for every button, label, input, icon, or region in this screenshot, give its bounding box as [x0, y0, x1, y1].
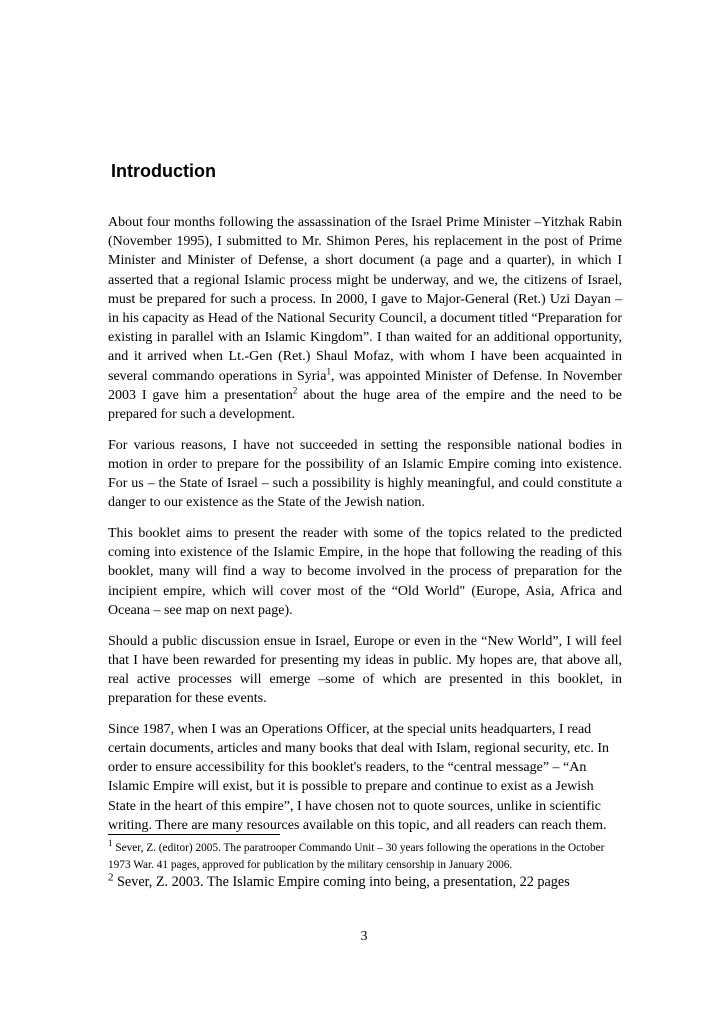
- footnote-marker-2: 2: [108, 871, 114, 884]
- page-number: 3: [360, 929, 368, 944]
- footnote-2: [108, 871, 624, 891]
- paragraph-4: Should a public discussion ensue in Israel, Europe or even in the “New World”, I will feel that I have been rewarded for presenting my ideas in public. My hopes are, that above all, real active processes will emerge –some of which are presented in this booklet, in preparation for these events.: [108, 633, 622, 707]
- paragraph-5: Since 1987, when I was an Operations Officer, at the special units headquarters, I read certain documents, articles and many books that deal with Islam, regional security, etc. In order to ensure accessibility for this booklet's readers, to the “central message” – “An Islamic Empire will exist, but it is possible to prepare and continue to exist as a Jewish State in the heart of this empire”, I have chosen not to quote sources, unlike in scientific writing. There are many resources available on this topic, and all readers can reach them.: [108, 721, 609, 833]
- paragraph-2: For various reasons, I have not succeeded in setting the responsible national bodies in motion in order to prepare for the possibility of an Islamic Empire coming into existence. For us – the State of Israel – such a possibility is highly meaningful, and could constitute a danger to our existence as the State of the Jewish nation.: [108, 437, 622, 511]
- footnote-separator: [108, 834, 280, 835]
- footnote-1: [108, 840, 624, 874]
- footnote-ref-2[interactable]: 2: [292, 385, 298, 396]
- paragraph-3: This booklet aims to present the reader with some of the topics related to the predicted coming into existence of the Islamic Empire, in the hope that following the reading of this booklet, many will find a way to become involved in the process of preparation for the incipient empire, which will cover most of the “Old World" (Europe, Asia, Africa and Oceana – see map on next page).: [108, 526, 622, 618]
- paragraph-1: [108, 213, 622, 424]
- footnote-ref-1[interactable]: 1: [326, 365, 331, 376]
- footnote-1-text: Sever, Z. (editor) 2005. The paratrooper Commando Unit – 30 years following the operations in the October 1973 War. 41 pages, approved for publication by the military censorship in January 2006.: [108, 842, 605, 871]
- paragraph-1-text-mid: , was appointed Minister of Defense. In November 2003 I gave him a presentation: [108, 368, 622, 403]
- page-title: Introduction: [111, 161, 216, 181]
- footnotes: [108, 840, 624, 891]
- body-text: [108, 213, 622, 847]
- paragraph-1-text: About four months following the assassination of the Israel Prime Minister –Yitzhak Rabin (November 1995), I submitted to Mr. Shimon Peres, his replacement in the post of Prime Minister and Minister of Defense, a short document (a page and a quarter), in which I asserted that a regional Islamic process might be underway, and we, the citizens of Israel, must be prepared for such a process. In 2000, I gave to Major-General (Ret.) Uzi Dayan – in his capacity as Head of the National Security Council, a document titled “Preparation for existing in parallel with an Islamic Kingdom”. I than waited for an additional opportunity, and it arrived when Lt.-Gen (Ret.) Shaul Mofaz, with whom I have been acquainted in several commando operations in Syria: [108, 215, 622, 384]
- footnote-2-text: Sever, Z. 2003. The Islamic Empire coming into being, a presentation, 22 pages: [113, 874, 570, 890]
- paragraph-1-text-end: about the huge area of the empire and the need to be prepared for such a development.: [108, 387, 622, 423]
- footnote-marker-1: 1: [108, 838, 113, 849]
